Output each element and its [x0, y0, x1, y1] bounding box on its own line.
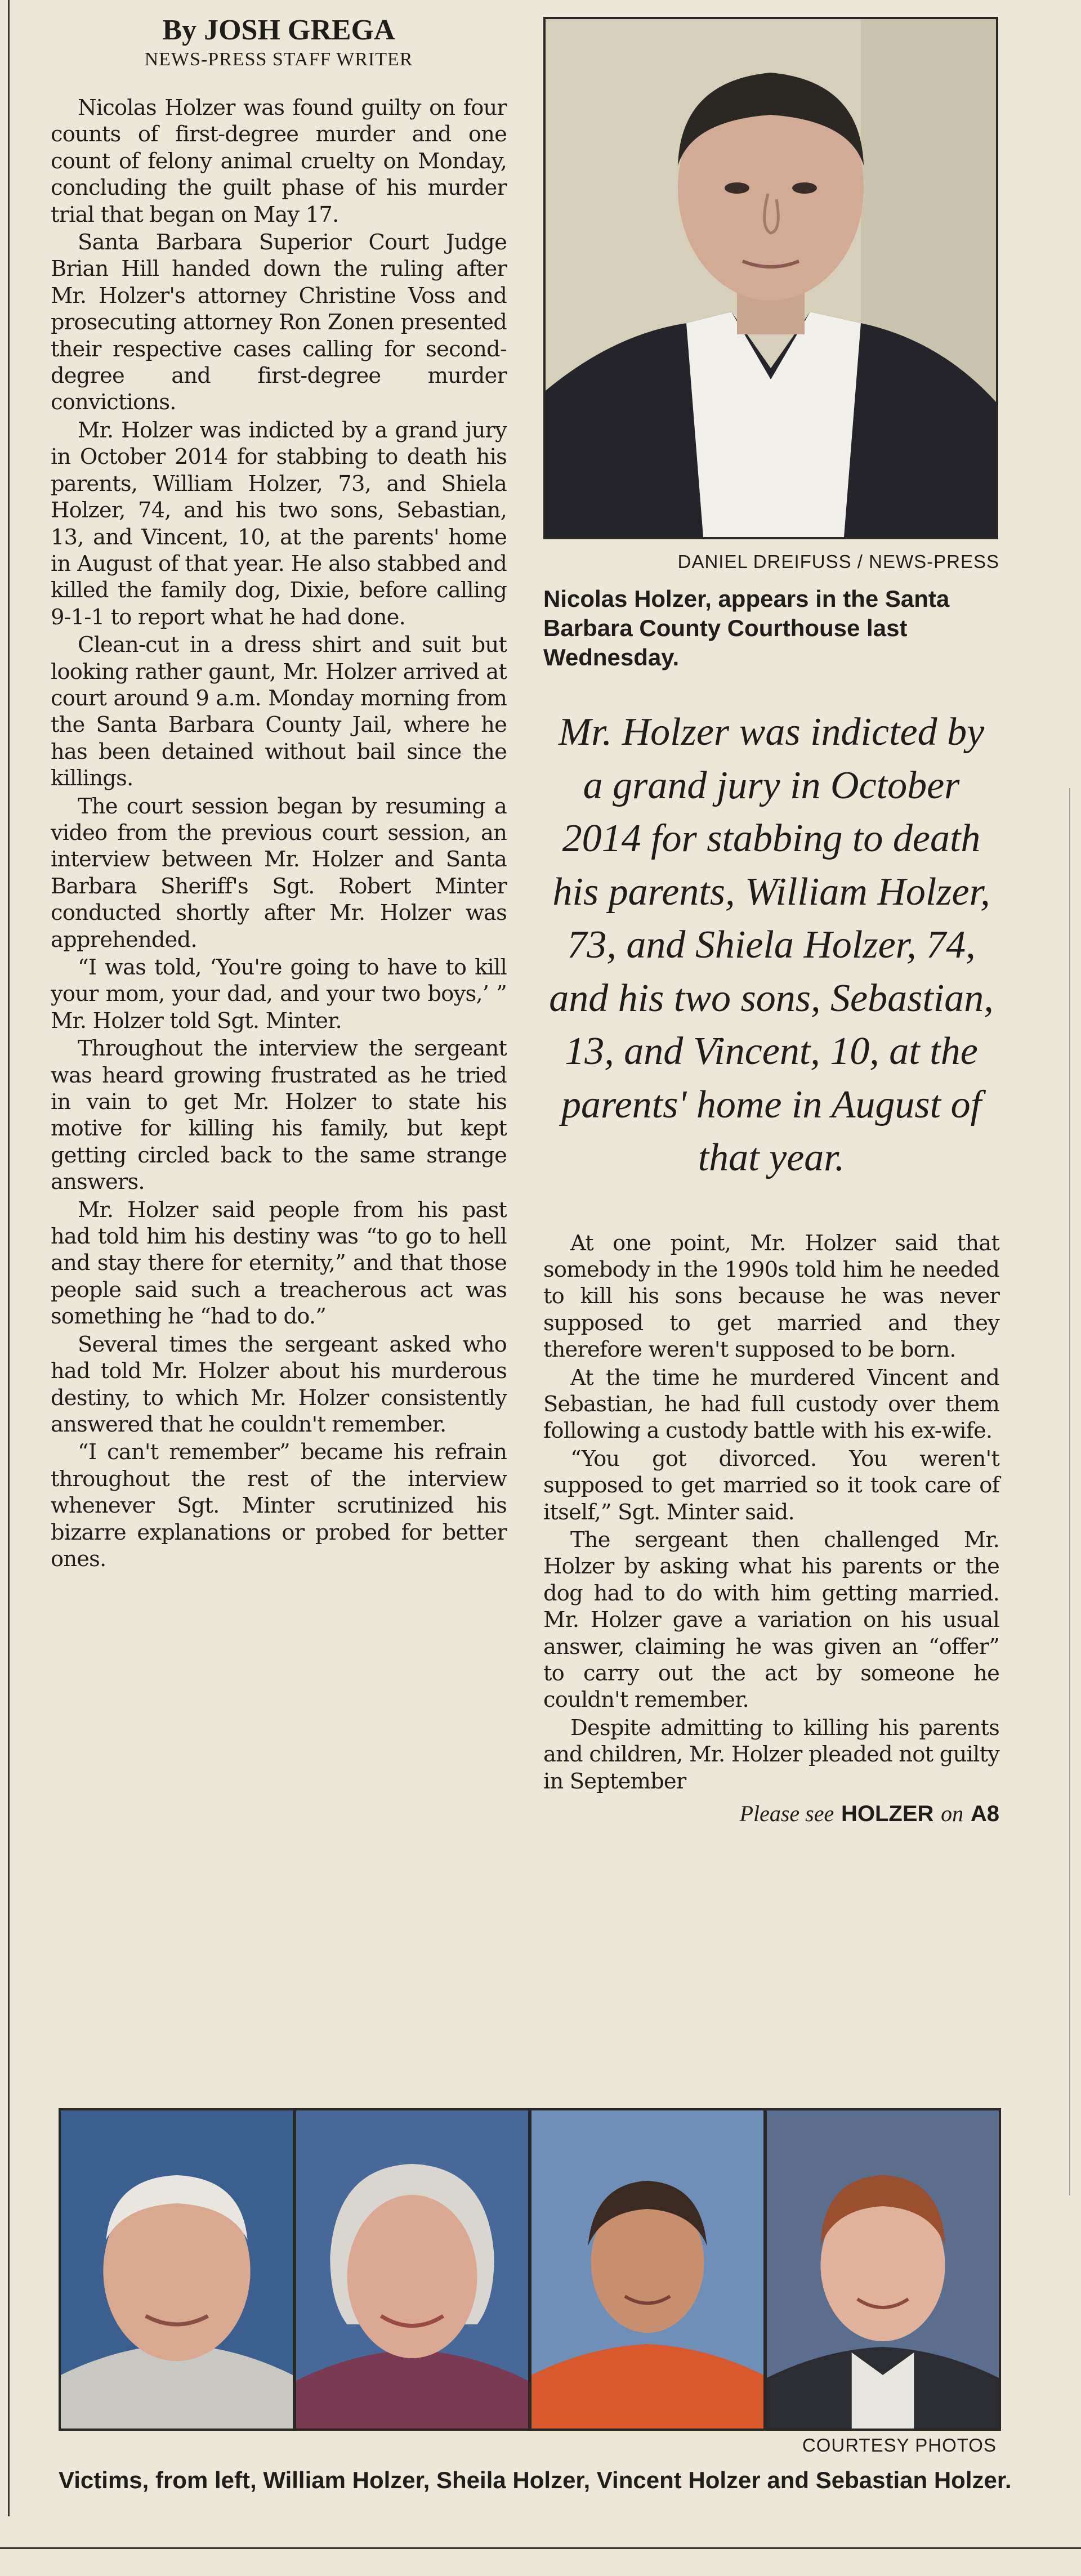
- photo-caption: Nicolas Holzer, appears in the Santa Barbara County Courthouse last Wednesday.: [543, 585, 950, 670]
- photo-caption: Victims, from left, William Holzer, Sheila Holzer, Vincent Holzer and Sebastian Holzer.: [59, 2467, 1012, 2493]
- victim-photo: [767, 2110, 999, 2429]
- jump-please: Please see: [739, 1801, 834, 1827]
- article-body-right: [543, 1230, 999, 1795]
- margin-rule: [1069, 788, 1070, 2195]
- article-paragraph: Nicolas Holzer was found guilty on four counts of first-degree murder and one count of felony animal cruelty on Monday, concluding the guilt phase of his murder trial that began on May 17.: [51, 95, 507, 227]
- victim-photo: [296, 2110, 528, 2429]
- byline: By JOSH GREGA: [162, 14, 395, 46]
- right-column: [543, 17, 999, 1828]
- column-rule: [8, 0, 10, 2516]
- jump-page: A8: [970, 1801, 999, 1827]
- article-paragraph: Clean-cut in a dress shirt and suit but looking rather gaunt, Mr. Holzer arrived at court around 9 a.m. Monday morning from the Santa Barbara County Jail, where he has been detained without bail since the killings.: [51, 632, 507, 791]
- article-paragraph: The sergeant then challenged Mr. Holzer by asking what his parents or the dog had to do with him getting married. Mr. Holzer gave a variation on his usual answer, claiming he was given an “offer” to carry out the act by someone he couldn't remember.: [543, 1527, 999, 1713]
- portrait-illustration: [546, 19, 996, 537]
- article-body-left: [51, 95, 507, 1572]
- article-paragraph: At the time he murdered Vincent and Sebastian, he had full custody over them following a custody battle with his ex-wife.: [543, 1365, 999, 1444]
- article-paragraph: At one point, Mr. Holzer said that somebody in the 1990s told him he needed to kill his sons because he was never supposed to get married and they therefore weren't supposed to be born.: [543, 1230, 999, 1363]
- article-paragraph: “I can't remember” became his refrain throughout the rest of the interview whenever Sgt. Minter scrutinized his bizarre explanations or probed for better ones.: [51, 1439, 507, 1572]
- article-paragraph: Mr. Holzer was indicted by a grand jury in October 2014 for stabbing to death his parents, William Holzer, 73, and Shiela Holzer, 74, and his two sons, Sebastian, 13, and Vincent, 10, at the parents' home in August of that year. He also stabbed and killed the family dog, Dixie, before calling 9-1-1 to report what he had done.: [51, 417, 507, 630]
- victim-photo: [531, 2110, 763, 2429]
- article-paragraph: “I was told, ‘You're going to have to kill your mom, your dad, and your two boys,’ ” Mr. Holzer told Sgt. Minter.: [51, 955, 507, 1034]
- photo-credit: COURTESY PHOTOS: [802, 2435, 997, 2456]
- jump-keyword: HOLZER: [841, 1801, 934, 1827]
- article-paragraph: Mr. Holzer said people from his past had told him his destiny was “to go to hell and stay there for eternity,” and that those people said such a treacherous act was something he “had to do.”: [51, 1197, 507, 1330]
- article-paragraph: Throughout the interview the sergeant was heard growing frustrated as he tried in vain to get Mr. Holzer to state his motive for killing his family, but kept getting circled back to the same strange answers.: [51, 1036, 507, 1195]
- staff-title: NEWS-PRESS STAFF WRITER: [144, 49, 413, 70]
- pull-quote: Mr. Holzer was indicted by a grand jury in October 2014 for stabbing to death his parents, William Holzer, 73, and Shiela Holzer, 74, and his two sons, Sebastian, 13, and Vincent, 10, at the parents' home in August of that year.: [549, 710, 994, 1179]
- victim-photo: [61, 2110, 293, 2429]
- portrait-illustration: [767, 2110, 999, 2429]
- article-paragraph: Despite admitting to killing his parents and children, Mr. Holzer pleaded not guilty in September: [543, 1715, 999, 1794]
- jump-on: on: [941, 1801, 964, 1827]
- article-paragraph: “You got divorced. You weren't supposed to get married so it took care of itself,” Sgt. Minter said.: [543, 1446, 999, 1525]
- jump-line: [543, 1799, 999, 1828]
- portrait-illustration: [61, 2110, 293, 2429]
- victims-photo-strip: [59, 2108, 1001, 2431]
- article-paragraph: The court session began by resuming a video from the previous court session, an interview between Mr. Holzer and Santa Barbara Sheriff's Sgt. Robert Minter conducted shortly after Mr. Holzer was apprehended.: [51, 793, 507, 952]
- defendant-photo: [543, 17, 998, 539]
- left-column: [51, 14, 507, 1573]
- article-paragraph: Santa Barbara Superior Court Judge Brian Hill handed down the ruling after Mr. Holzer's attorney Christine Voss and prosecuting attorney Ron Zonen presented their respective cases calling for second-degree and first-degree murder convictions.: [51, 230, 507, 415]
- page-rule: [0, 2547, 1081, 2549]
- portrait-illustration: [296, 2110, 528, 2429]
- article-paragraph: Several times the sergeant asked who had told Mr. Holzer about his murderous destiny, to which Mr. Holzer consistently answered that he couldn't remember.: [51, 1331, 507, 1437]
- photo-credit: DANIEL DREIFUSS / NEWS-PRESS: [677, 551, 999, 572]
- portrait-illustration: [531, 2110, 763, 2429]
